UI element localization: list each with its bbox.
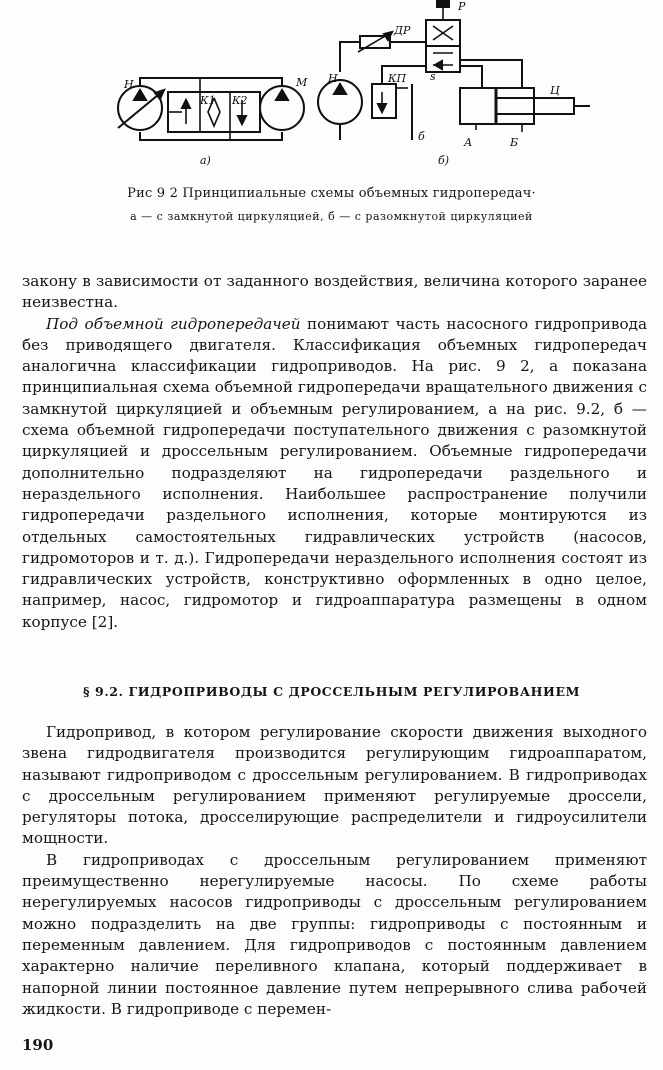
label-throttle: ДР <box>394 24 411 37</box>
figure-9-2 <box>92 0 592 178</box>
label-valve-k1: К1 <box>200 94 216 107</box>
paragraph-pump-groups: В гидроприводах с дроссельным регулированием применяют преимущественно нерегулируемые насосы. По схеме работы нерегулируемых насосов гидроприводы с дроссельным регулированием можно подразделить на две группы: гидроприводы с постоянным и переменным давлением. Для гидроприводов с постоянным давлением характерно наличие переливного клапана, который поддерживает в напорной линии постоянное давление путем непрерывного слива рабочей жидкости. В гидроприводе с перемен- <box>22 850 647 1018</box>
paragraph-definition-body: понимают часть насосного гидропривода без приводящего двигателя. Классификация объемных гидропередач аналогична классификации гидроприводов. На рис. 9 2, а показана принципиальная схема объемной гидропередачи вращательного движения с замкнутой циркуляцией и объемным регулированием, а на рис. 9.2, б — схема объемной гидропередачи поступательного движения с разомкнутой циркуляцией и дроссельным регулированием. Объемные гидропередачи дополнительно подразделяют на гидропередачи раздельного и нераздельного исполнения. Наибольшее распространение получили гидропередачи раздельного исполнения, которые монтируются из отдельных самостоятельных гидравлических устройств (насосов, гидромоторов и т. д.). Гидропередачи нераздельного исполнения состоят из гидравлических устройств, конструктивно оформленных в одно целое, например, насос, гидромотор и гидроаппаратура размещены в одном корпусе [2]. <box>22 314 647 631</box>
text-block-upper <box>22 271 647 633</box>
schematic-diagram <box>92 0 592 178</box>
figure-caption-title: Рис 9 2 Принципиальные схемы объемных гидропередач· <box>127 186 536 201</box>
label-relief-valve: КП <box>388 72 407 85</box>
label-cavity-b: Б <box>510 136 519 149</box>
panel-b-label: б) <box>438 154 450 167</box>
label-cavity-a: А <box>464 136 473 149</box>
label-spring-s: s <box>430 70 436 83</box>
panel-b-labels <box>327 0 560 167</box>
label-valve-k2: К2 <box>232 94 248 107</box>
panel-a-label: а) <box>200 154 211 167</box>
page-number: 190 <box>22 1036 54 1054</box>
label-distributor: Р <box>458 0 466 13</box>
label-motor: М <box>296 76 308 89</box>
figure-caption-subtitle: а — с замкнутой циркуляцией, б — с разомкнутой циркуляцией <box>130 210 533 223</box>
text-block-lower <box>22 722 647 1020</box>
section-heading: § 9.2. ГИДРОПРИВОДЫ С ДРОССЕЛЬНЫМ РЕГУЛИРОВАНИЕМ <box>82 684 581 699</box>
paragraph-throttle-definition: Гидропривод, в котором регулирование скорости движения выходного звена гидродвигателя производится регулирующим гидроаппаратом, называют гидроприводом с дроссельным регулированием. В гидроприводах с дроссельным регулированием применяют регулируемые дроссели, регуляторы потока, дросселирующие распределители и гидроусилители мощности. <box>22 723 647 848</box>
panel-a-schematic <box>118 78 304 140</box>
label-pump-b: Н <box>328 72 338 85</box>
term-volumetric-transmission: Под объемной гидропередачей <box>46 314 301 333</box>
label-cylinder: Ц <box>550 84 560 97</box>
label-tank: б <box>418 130 425 143</box>
paragraph-definition <box>22 314 647 633</box>
label-pump-a: Н <box>124 78 134 91</box>
panel-b-schematic <box>318 0 590 140</box>
paragraph-continuation: закону в зависимости от заданного воздействия, величина которого заранее неизвестна. <box>22 272 647 312</box>
